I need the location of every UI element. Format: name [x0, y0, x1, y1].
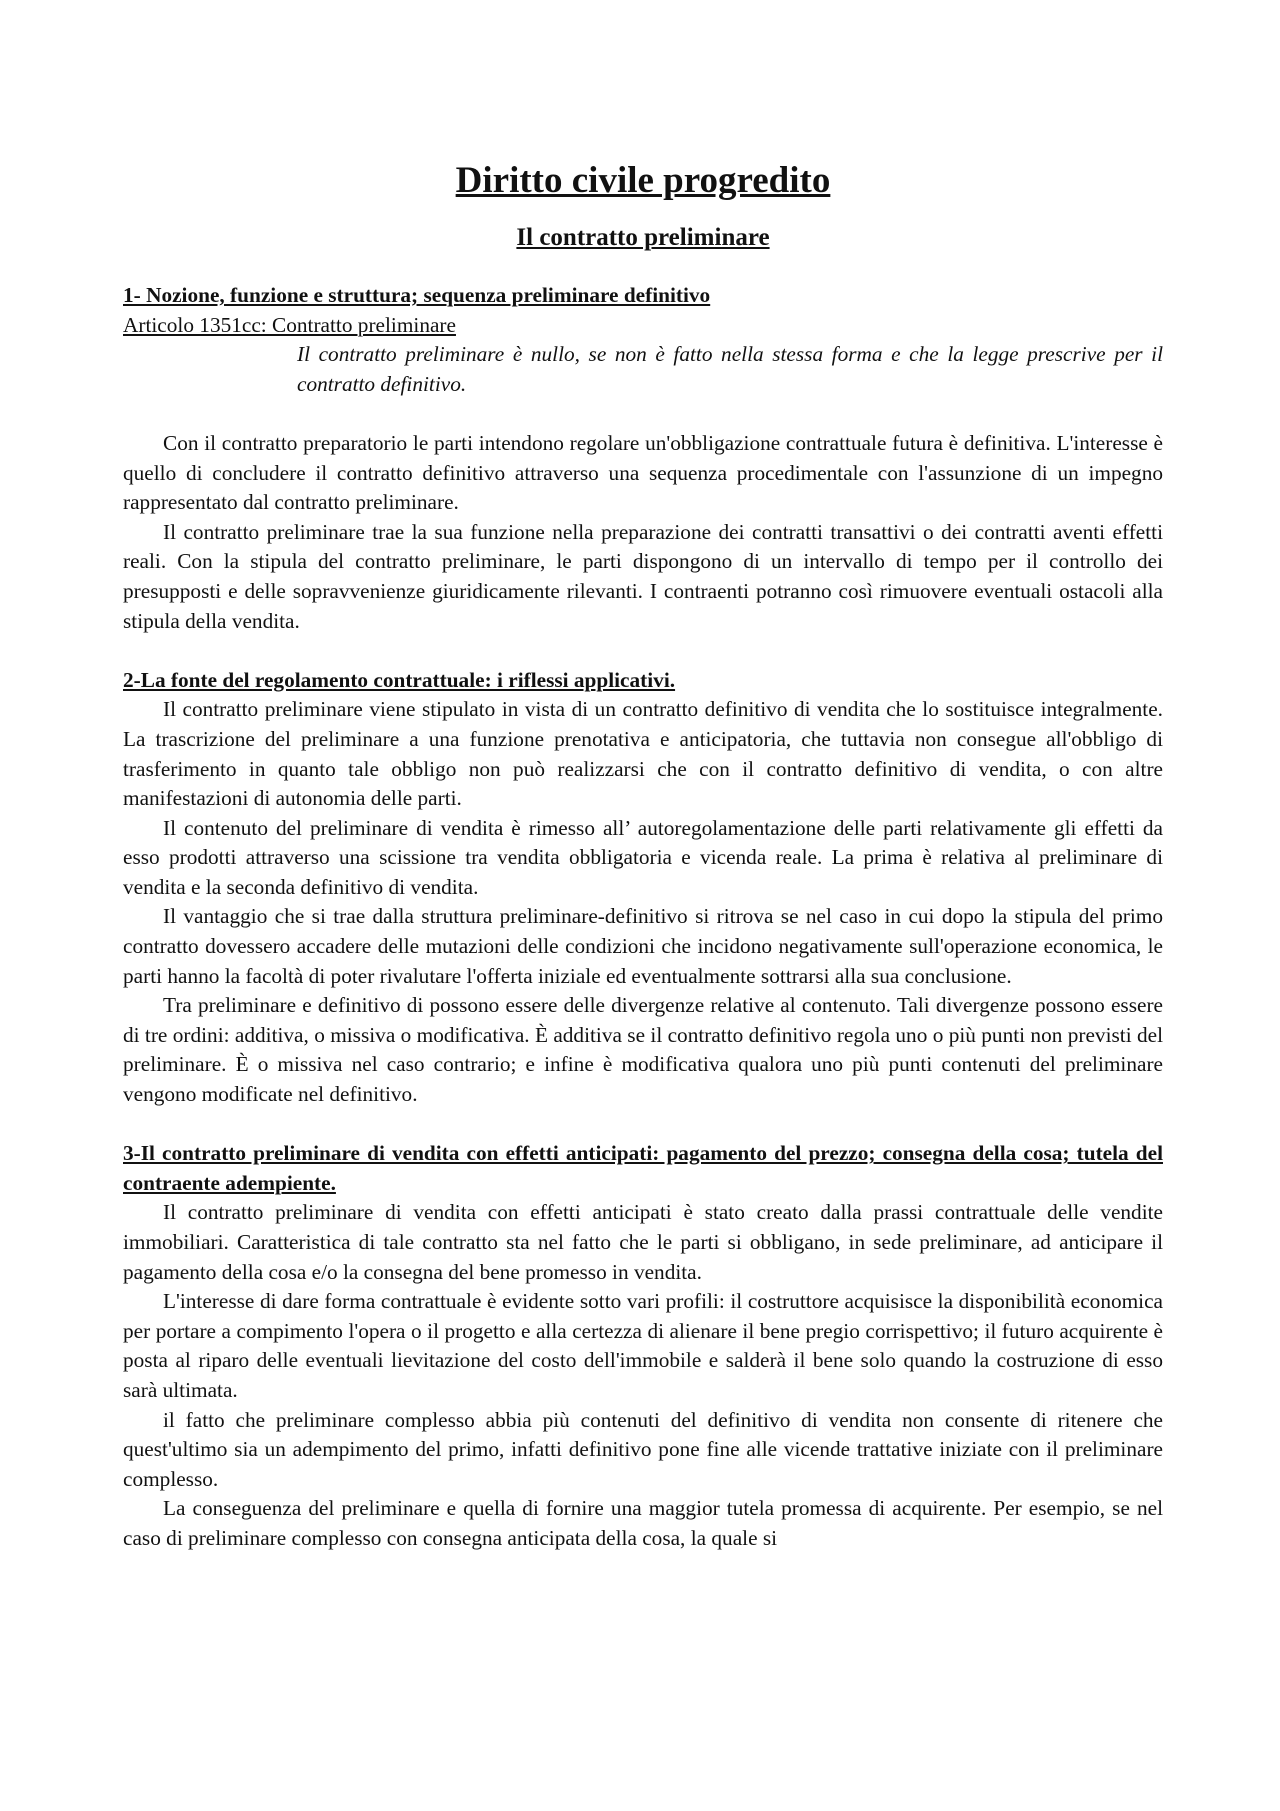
paragraph: Con il contratto preparatorio le parti intendono regolare un'obbligazione contrattuale futura è definitiva. L'interesse è quello di concludere il contratto definitivo attraverso una sequenza procedimentale con l'assunzione di un impegno rappresentato dal contratto preliminare.: [123, 430, 1163, 515]
paragraph: il fatto che preliminare complesso abbia più contenuti del definitivo di vendita non consente di ritenere che quest'ultimo sia un adempimento del primo, infatti definitivo pone fine alle vicende trattative iniziate con il preliminare complesso.: [123, 1407, 1163, 1491]
section-heading: 1- Nozione, funzione e struttura; sequenza preliminare definitivo: [123, 283, 711, 307]
article-quote: Il contratto preliminare è nullo, se non è fatto nella stessa forma e che la legge prescrive per il contratto definitivo.: [297, 342, 1163, 396]
spacer: [123, 1110, 1163, 1140]
paragraph: Il vantaggio che si trae dalla struttura preliminare-definitivo si ritrova se nel caso in cui dopo la stipula del primo contratto dovessero accadere delle mutazioni delle condizioni che incidono negativamente sull'operazione economica, le parti hanno la facoltà di poter rivalutare l'offerta iniziale ed eventualmente sottrarsi alla sua conclusione.: [123, 904, 1163, 988]
section-3: [123, 1139, 1163, 1553]
spacer: [123, 399, 1163, 429]
document-subtitle: Il contratto preliminare: [516, 224, 770, 251]
paragraph: La conseguenza del preliminare e quella di fornire una maggior tutela promessa di acquirente. Per esempio, se nel caso di preliminare complesso con consegna anticipata della cosa, la quale si: [123, 1496, 1163, 1550]
section-heading: 3-Il contratto preliminare di vendita con effetti anticipati: pagamento del prezzo; consegna della cosa; tutela del contraente adempiente.: [123, 1141, 1163, 1195]
paragraph: Il contratto preliminare trae la sua funzione nella preparazione dei contratti transattivi o dei contratti aventi effetti reali. Con la stipula del contratto preliminare, le parti dispongono di un intervallo di tempo per il controllo dei presupposti e delle sopravvenienze giuridicamente rilevanti. I contraenti potranno così rimuovere eventuali ostacoli alla stipula della vendita.: [123, 519, 1163, 633]
paragraph: L'interesse di dare forma contrattuale è evidente sotto vari profili: il costruttore acquisisce la disponibilità economica per portare a compimento l'opera o il progetto e alla certezza di alienare il bene pregio corrispettivo; il futuro acquirente è posta al riparo delle eventuali lievitazione del costo dell'immobile e salderà il bene solo quando la costruzione di esso sarà ultimata.: [123, 1289, 1163, 1402]
paragraph: Il contenuto del preliminare di vendita è rimesso all’ autoregolamentazione delle parti relativamente gli effetti da esso prodotti attraverso una scissione tra vendita obbligatoria e vicenda reale. La prima è relativa al preliminare di vendita e la seconda definitivo di vendita.: [123, 815, 1163, 899]
article-reference: Articolo 1351cc: Contratto preliminare: [123, 312, 456, 337]
section-heading: 2-La fonte del regolamento contrattuale: i riflessi applicativi.: [123, 667, 676, 692]
section-1: [123, 281, 1163, 636]
paragraph: Il contratto preliminare di vendita con effetti anticipati è stato creato dalla prassi contrattuale delle vendite immobiliari. Caratteristica di tale contratto sta nel fatto che le parti si obbligano, in sede preliminare, ad anticipare il pagamento della cosa e/o la consegna del bene promesso in vendita.: [123, 1200, 1163, 1284]
section-2: [123, 666, 1163, 1110]
paragraph: Tra preliminare e definitivo di possono essere delle divergenze relative al contenuto. Tali divergenze possono essere di tre ordini: additiva, o missiva o modificativa. È additiva se il contratto definitivo regola uno o più punti non previsti del preliminare. È o missiva nel caso contrario; e infine è modificativa qualora uno più punti contenuti del preliminare vengono modificate nel definitivo.: [123, 993, 1163, 1107]
paragraph: Il contratto preliminare viene stipulato in vista di un contratto definitivo di vendita che lo sostituisce integralmente. La trascrizione del preliminare a una funzione prenotativa e anticipatoria, che tuttavia non consegue all'obbligo di trasferimento in quanto tale obbligo non può realizzarsi che con il contratto definitivo di vendita, o con altre manifestazioni di autonomia delle parti.: [123, 697, 1163, 811]
document-page: [123, 150, 1163, 1554]
spacer: [123, 636, 1163, 666]
document-title: Diritto civile progredito: [455, 160, 831, 201]
